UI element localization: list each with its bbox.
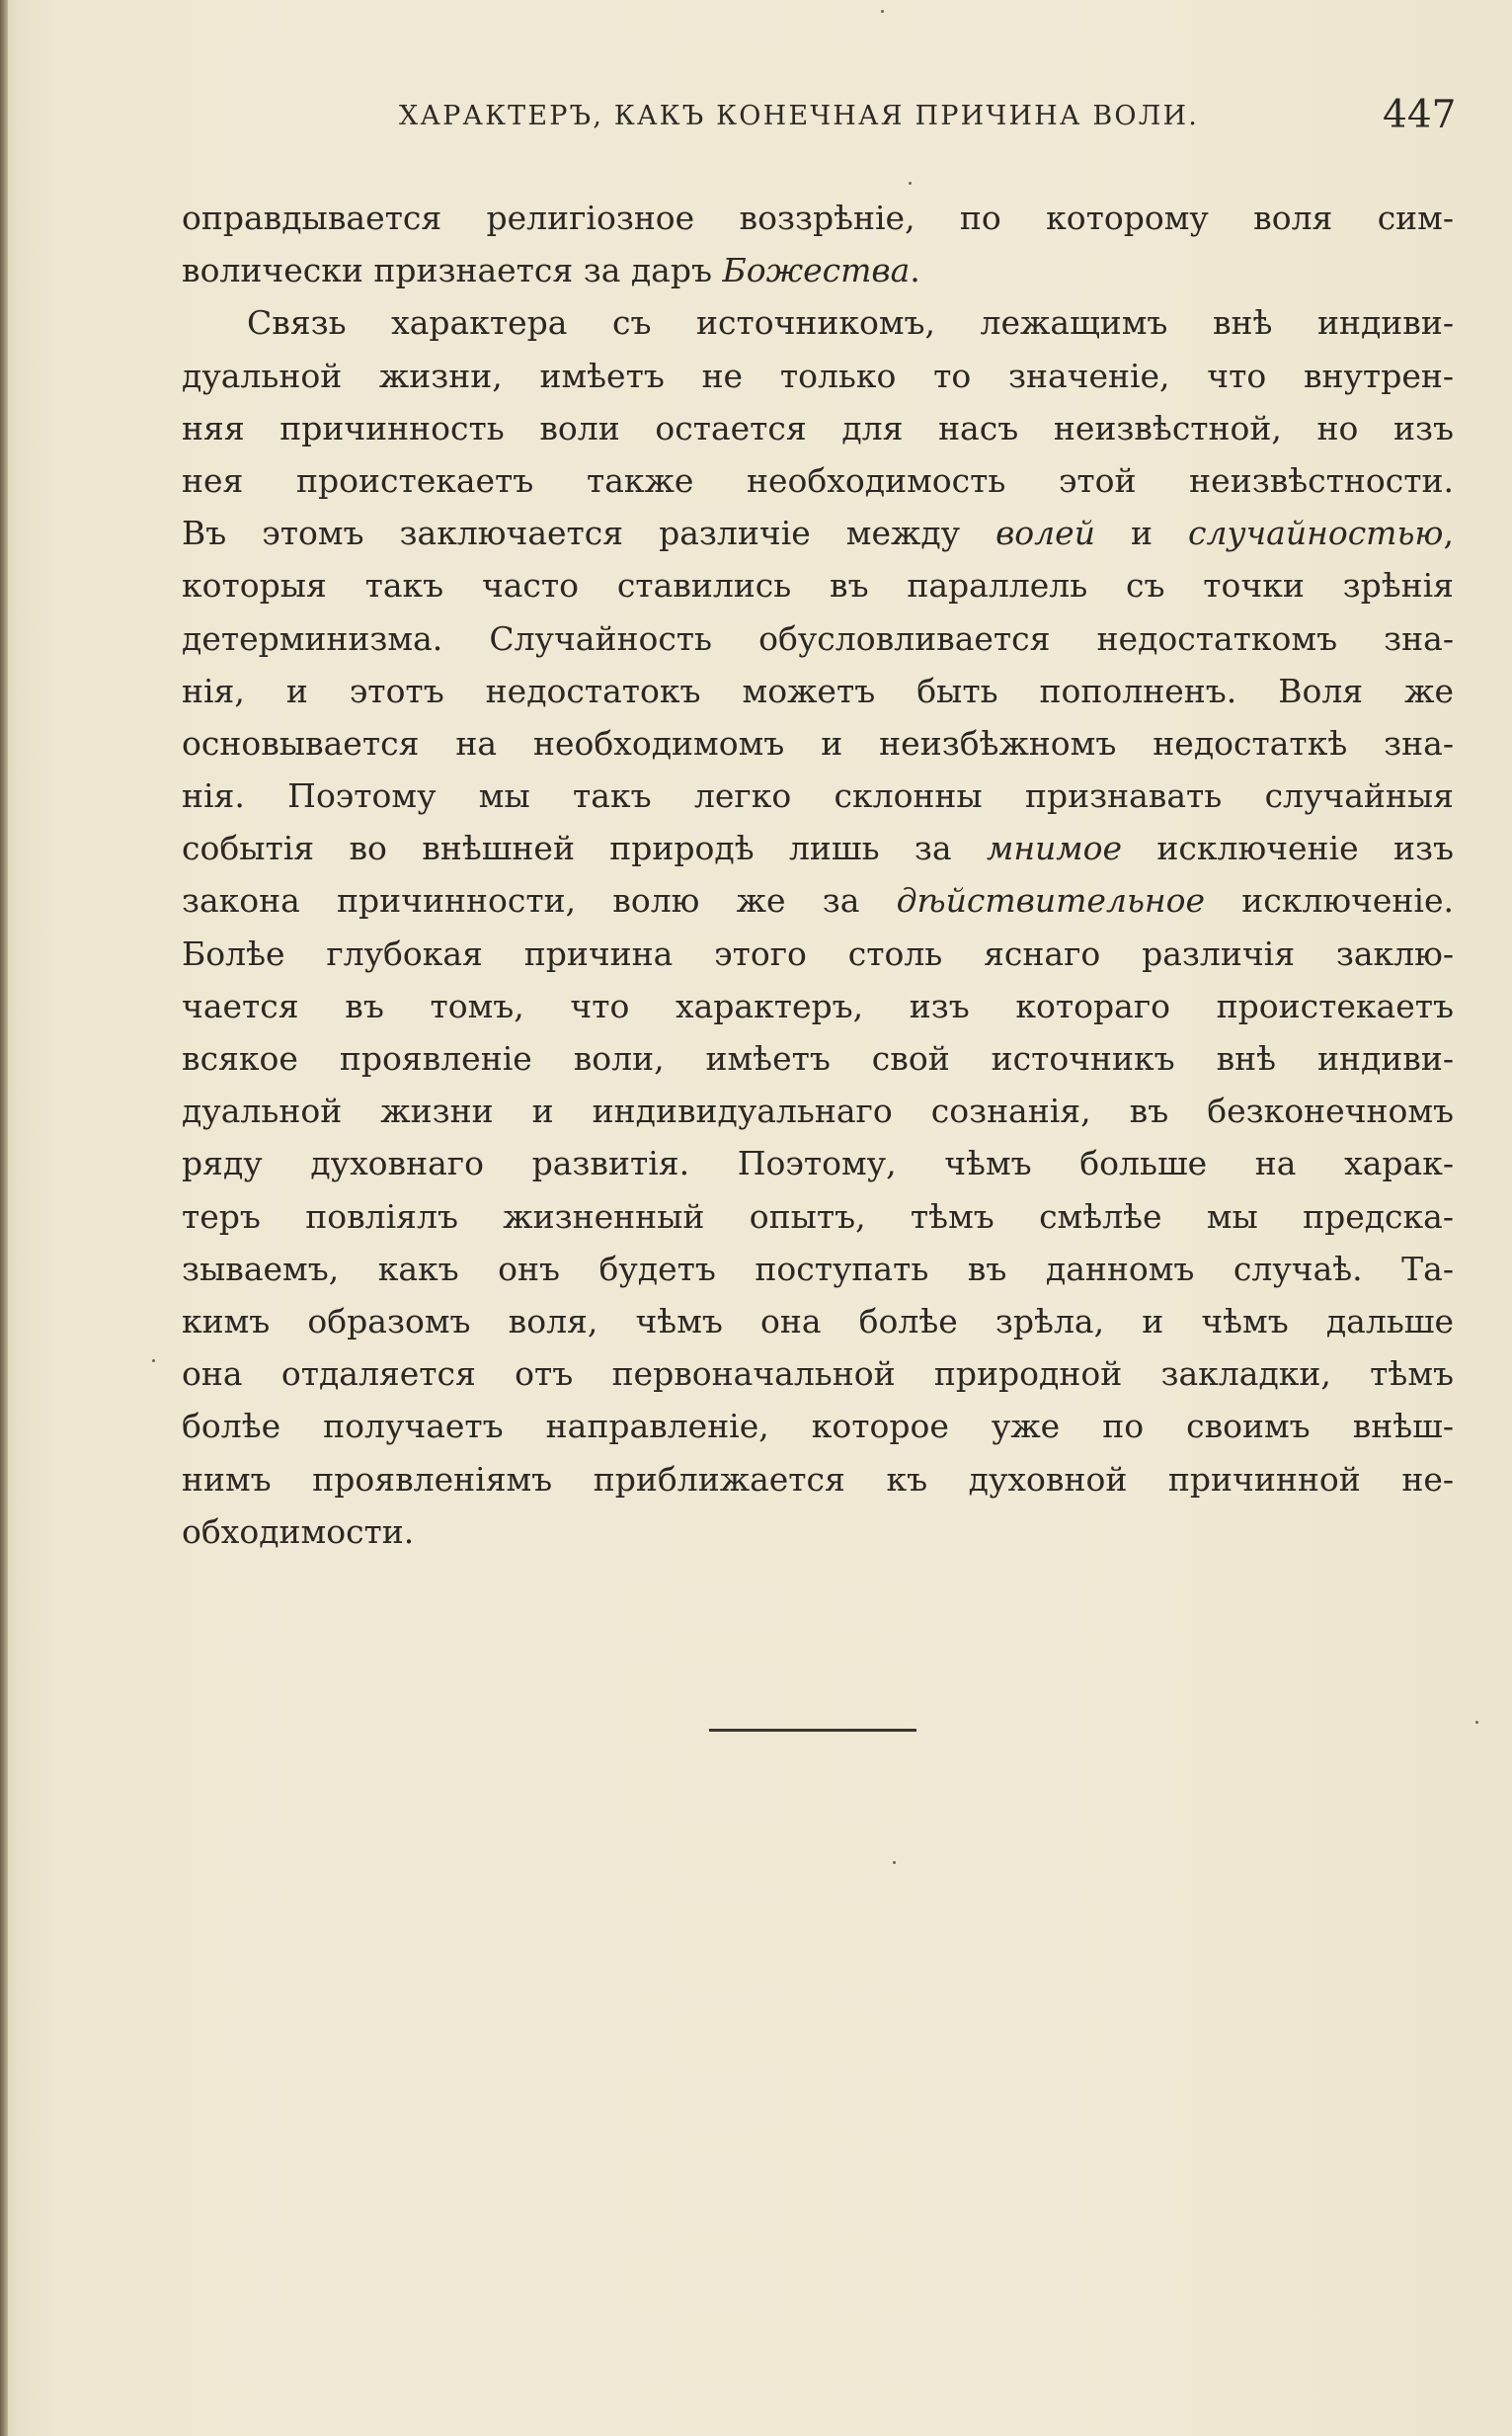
- italic-emphasis: дѣйствительное: [896, 881, 1206, 921]
- text-line: няя причинность воли остается для насъ неизвѣстной, но изъ: [182, 408, 1454, 447]
- text-line: нія, и этотъ недостатокъ можетъ быть пополненъ. Воля же: [182, 671, 1454, 710]
- running-title: ХАРАКТЕРЪ, КАКЪ КОНЕЧНАЯ ПРИЧИНА ВОЛИ.: [399, 101, 1199, 131]
- text-line: кимъ образомъ воля, чѣмъ она болѣе зрѣла, и чѣмъ дальше: [182, 1301, 1454, 1340]
- text-line: она отдаляется отъ первоначальной природной закладки, тѣмъ: [182, 1354, 1454, 1394]
- text-line: которыя такъ часто ставились въ параллель съ точки зрѣнія: [182, 566, 1454, 606]
- text-line: нимъ проявленіямъ приближается къ духовной причинной не-: [182, 1459, 1454, 1499]
- text-line: основывается на необходимомъ и неизбѣжномъ недостаткѣ зна-: [182, 723, 1454, 763]
- text-line: обходимости.: [182, 1511, 415, 1551]
- italic-emphasis: мнимое: [986, 829, 1123, 868]
- text-line: зываемъ, какъ онъ будетъ поступать въ данномъ случаѣ. Та-: [182, 1249, 1454, 1288]
- text-line: болѣе получаетъ направленіе, которое уже по своимъ внѣш-: [182, 1407, 1454, 1446]
- page-spine-edge: [0, 0, 8, 2436]
- italic-emphasis: Божества: [722, 251, 911, 290]
- text-line: Связь характера съ источникомъ, лежащимъ внѣ индиви-: [247, 303, 1454, 343]
- text-line: Болѣе глубокая причина этого столь яснаго различія заклю-: [182, 934, 1454, 973]
- text-line: событія во внѣшней природѣ лишь за мнимое исключеніе изъ: [182, 829, 1454, 868]
- paper-speck: [1475, 1721, 1478, 1724]
- text-line: нея проистекаетъ также необходимость этой неизвѣстности.: [182, 460, 1454, 500]
- end-rule-divider: [709, 1729, 916, 1732]
- page-number: 447: [1383, 93, 1457, 137]
- italic-emphasis: случайностью: [1188, 514, 1444, 553]
- text-line: нія. Поэтому мы такъ легко склонны признавать случайныя: [182, 776, 1454, 816]
- body-text: [182, 192, 1454, 1558]
- paper-speck: [893, 1861, 896, 1864]
- text-line: волически признается за даръ Божества.: [182, 251, 920, 290]
- text-line: дуальной жизни, имѣетъ не только то значеніе, что внутрен-: [182, 356, 1454, 395]
- text-line: закона причинности, волю же за дѣйствительное исключеніе.: [182, 881, 1454, 921]
- text-line: всякое проявленіе воли, имѣетъ свой источникъ внѣ индиви-: [182, 1039, 1454, 1078]
- text-line: ряду духовнаго развитія. Поэтому, чѣмъ больше на харак-: [182, 1144, 1454, 1183]
- text-line: чается въ томъ, что характеръ, изъ котораго проистекаетъ: [182, 986, 1454, 1025]
- text-line: детерминизма. Случайность обусловливается недостаткомъ зна-: [182, 618, 1454, 658]
- text-line: оправдывается религіозное воззрѣніе, по которому воля сим-: [182, 199, 1454, 237]
- paper-speck: [881, 10, 884, 13]
- text-line: теръ повліялъ жизненный опытъ, тѣмъ смѣлѣе мы предска-: [182, 1196, 1454, 1236]
- paper-speck: [909, 182, 912, 185]
- text-line: дуальной жизни и индивидуальнаго сознанія, въ безконечномъ: [182, 1092, 1454, 1131]
- italic-emphasis: волей: [995, 514, 1095, 553]
- text-line: Въ этомъ заключается различіе между волей и случайностью,: [182, 514, 1454, 553]
- paper-speck: [152, 1359, 155, 1362]
